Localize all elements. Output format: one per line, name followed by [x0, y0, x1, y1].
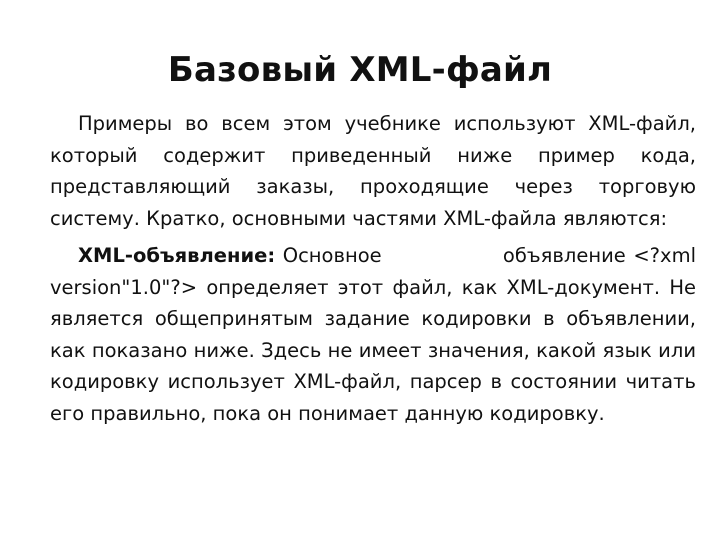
- slide-body: [50, 108, 696, 429]
- term-xml-declaration: XML-объявление:: [78, 244, 276, 267]
- paragraph-intro: Примеры во всем этом учебнике используют XML-файл, который содержит приведенный ниже пример кода, представляющий заказы, проходящие через торговую систему. Кратко, основными частями XML-файла являются:: [50, 112, 696, 230]
- paragraph-xml-declaration-text: Основное объявление <?xml version"1.0"?> определяет этот файл, как XML-документ. Не является общепринятым задание кодировки в объявлении, как показано ниже. Здесь не имеет значения, какой язык или кодировку использует XML-файл, парсер в состоянии читать его правильно, пока он понимает данную кодировку.: [50, 244, 696, 425]
- paragraph-xml-declaration: [50, 240, 696, 429]
- slide-title: Базовый XML-файл: [167, 50, 553, 90]
